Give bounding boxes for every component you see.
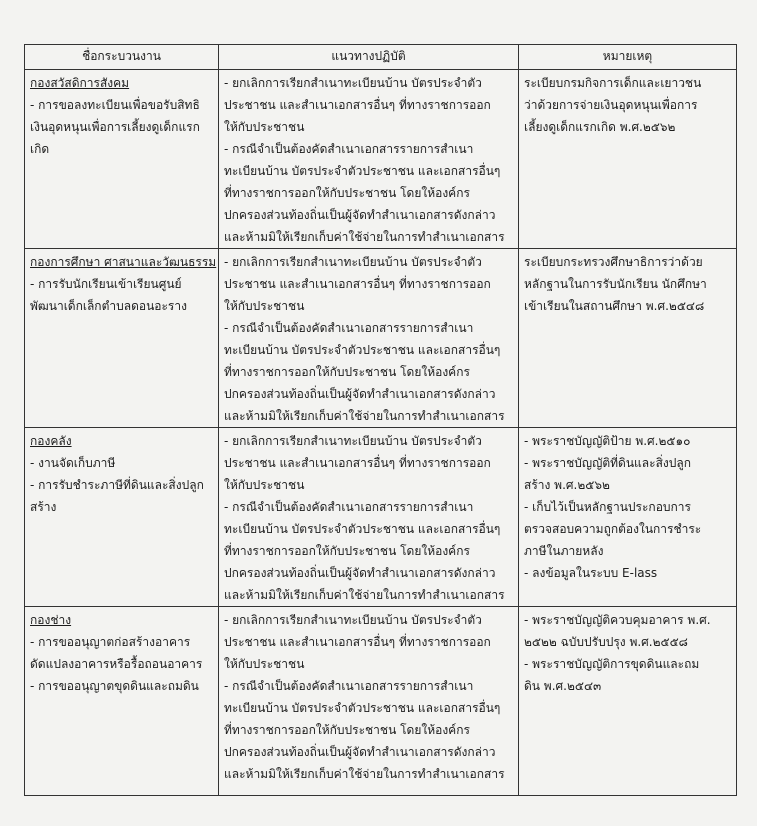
practice-line: - ยกเลิกการเรียกสำเนาทะเบียนบ้าน บัตรประจำตัว (224, 76, 482, 90)
practice-line: ที่ทางราชการออกให้กับประชาชน โดยให้องค์กร (224, 723, 470, 737)
task-item: - การรับชำระภาษีที่ดินและสิ่งปลูกสร้าง (30, 478, 204, 514)
practice-line: ประชาชน และสำเนาเอกสารอื่นๆ ที่ทางราชการออก (224, 456, 491, 470)
remark-line: ดิน พ.ศ.๒๕๔๓ (524, 679, 602, 693)
department-name: กองช่าง (30, 613, 72, 627)
remark-cell (519, 607, 737, 796)
practice-line: ทะเบียนบ้าน บัตรประจำตัวประชาชน และเอกสารอื่นๆ (224, 343, 501, 357)
practice-line: ให้กับประชาชน (224, 478, 305, 492)
remark-line: - พระราชบัญญัติควบคุมอาคาร พ.ศ. (524, 613, 711, 627)
task-item: - การขอลงทะเบียนเพื่อขอรับสิทธิเงินอุดหนุนเพื่อการเลี้ยงดูเด็กแรกเกิด (30, 98, 200, 156)
remark-line: ภาษีในภายหลัง (524, 544, 604, 558)
practice-line: ประชาชน และสำเนาเอกสารอื่นๆ ที่ทางราชการออก (224, 98, 491, 112)
process-cell (25, 607, 219, 796)
remark-line: - ลงข้อมูลในระบบ E-lass (524, 566, 658, 580)
remark-line: - เก็บไว้เป็นหลักฐานประกอบการ (524, 500, 691, 514)
practice-line: และห้ามมิให้เรียกเก็บค่าใช้จ่ายในการทำสำเนาเอกสาร (224, 409, 505, 423)
task-item: - การขออนุญาตก่อสร้างอาคาร ดัดแปลงอาคารหรือรื้อถอนอาคาร (30, 635, 203, 671)
practice-line: ปกครองส่วนท้องถิ่นเป็นผู้จัดทำสำเนาเอกสารดังกล่าว (224, 745, 496, 759)
remark-line: สร้าง พ.ศ.๒๕๖๒ (524, 478, 610, 492)
table-row (25, 70, 737, 249)
practice-line: ประชาชน และสำเนาเอกสารอื่นๆ ที่ทางราชการออก (224, 277, 491, 291)
practice-line: ปกครองส่วนท้องถิ่นเป็นผู้จัดทำสำเนาเอกสารดังกล่าว (224, 387, 496, 401)
task-item: - งานจัดเก็บภาษี (30, 456, 116, 470)
remark-line: เลี้ยงดูเด็กแรกเกิด พ.ศ.๒๕๖๒ (524, 120, 676, 134)
remark-line: ว่าด้วยการจ่ายเงินอุดหนุนเพื่อการ (524, 98, 698, 112)
remark-line: หลักฐานในการรับนักเรียน นักศึกษา (524, 277, 707, 291)
practice-cell (219, 607, 519, 796)
process-cell (25, 70, 219, 249)
header-process: ชื่อกระบวนงาน (25, 45, 219, 70)
practice-line: - กรณีจำเป็นต้องคัดสำเนาเอกสารรายการสำเนา (224, 321, 474, 335)
header-practice: แนวทางปฏิบัติ (219, 45, 519, 70)
practice-line: - ยกเลิกการเรียกสำเนาทะเบียนบ้าน บัตรประจำตัว (224, 255, 482, 269)
header-remark: หมายเหตุ (519, 45, 737, 70)
department-name: กองการศึกษา ศาสนาและวัฒนธรรม (30, 255, 217, 269)
remark-cell (519, 428, 737, 607)
practice-line: - ยกเลิกการเรียกสำเนาทะเบียนบ้าน บัตรประจำตัว (224, 613, 482, 627)
practice-line: ให้กับประชาชน (224, 657, 305, 671)
practice-line: ที่ทางราชการออกให้กับประชาชน โดยให้องค์กร (224, 544, 470, 558)
practice-line: ปกครองส่วนท้องถิ่นเป็นผู้จัดทำสำเนาเอกสารดังกล่าว (224, 208, 496, 222)
practice-line: - กรณีจำเป็นต้องคัดสำเนาเอกสารรายการสำเนา (224, 500, 474, 514)
practice-line: ที่ทางราชการออกให้กับประชาชน โดยให้องค์กร (224, 365, 470, 379)
remark-cell (519, 249, 737, 428)
remark-line: ตรวจสอบความถูกต้องในการชำระ (524, 522, 702, 536)
practice-line: ปกครองส่วนท้องถิ่นเป็นผู้จัดทำสำเนาเอกสารดังกล่าว (224, 566, 496, 580)
practice-line: ทะเบียนบ้าน บัตรประจำตัวประชาชน และเอกสารอื่นๆ (224, 701, 501, 715)
practice-line: ทะเบียนบ้าน บัตรประจำตัวประชาชน และเอกสารอื่นๆ (224, 164, 501, 178)
practice-line: ประชาชน และสำเนาเอกสารอื่นๆ ที่ทางราชการออก (224, 635, 491, 649)
remark-line: - พระราชบัญญัติที่ดินและสิ่งปลูก (524, 456, 691, 470)
remark-line: ๒๕๒๒ ฉบับปรับปรุง พ.ศ.๒๕๕๘ (524, 635, 688, 649)
table-header-row (25, 45, 737, 70)
table-row (25, 249, 737, 428)
practice-line: ให้กับประชาชน (224, 120, 305, 134)
process-cell (25, 428, 219, 607)
department-name: กองคลัง (30, 434, 72, 448)
remark-line: - พระราชบัญญัติการขุดดินและถม (524, 657, 700, 671)
process-cell (25, 249, 219, 428)
task-item: - การขออนุญาตขุดดินและถมดิน (30, 679, 199, 693)
practice-line: - กรณีจำเป็นต้องคัดสำเนาเอกสารรายการสำเนา (224, 679, 474, 693)
practice-line: - ยกเลิกการเรียกสำเนาทะเบียนบ้าน บัตรประจำตัว (224, 434, 482, 448)
practice-line: และห้ามมิให้เรียกเก็บค่าใช้จ่ายในการทำสำเนาเอกสาร (224, 767, 505, 781)
practice-cell (219, 249, 519, 428)
remark-cell (519, 70, 737, 249)
table-row (25, 428, 737, 607)
remark-line: ระเบียบกรมกิจการเด็กและเยาวชน (524, 76, 702, 90)
task-item: - การรับนักเรียนเข้าเรียนศูนย์พัฒนาเด็กเล็กตำบลดอนอะราง (30, 277, 187, 313)
practice-line: และห้ามมิให้เรียกเก็บค่าใช้จ่ายในการทำสำเนาเอกสาร (224, 230, 505, 244)
practice-line: และห้ามมิให้เรียกเก็บค่าใช้จ่ายในการทำสำเนาเอกสาร (224, 588, 505, 602)
remark-line: ระเบียบกระทรวงศึกษาธิการว่าด้วย (524, 255, 703, 269)
remark-line: เข้าเรียนในสถานศึกษา พ.ศ.๒๕๔๘ (524, 299, 705, 313)
practice-line: - กรณีจำเป็นต้องคัดสำเนาเอกสารรายการสำเนา (224, 142, 474, 156)
department-name: กองสวัสดิการสังคม (30, 76, 130, 90)
practice-cell (219, 70, 519, 249)
procedure-table (24, 44, 737, 796)
practice-line: ที่ทางราชการออกให้กับประชาชน โดยให้องค์กร (224, 186, 470, 200)
practice-line: ให้กับประชาชน (224, 299, 305, 313)
practice-line: ทะเบียนบ้าน บัตรประจำตัวประชาชน และเอกสารอื่นๆ (224, 522, 501, 536)
table-row (25, 607, 737, 796)
practice-cell (219, 428, 519, 607)
remark-line: - พระราชบัญญัติป้าย พ.ศ.๒๕๑๐ (524, 434, 691, 448)
